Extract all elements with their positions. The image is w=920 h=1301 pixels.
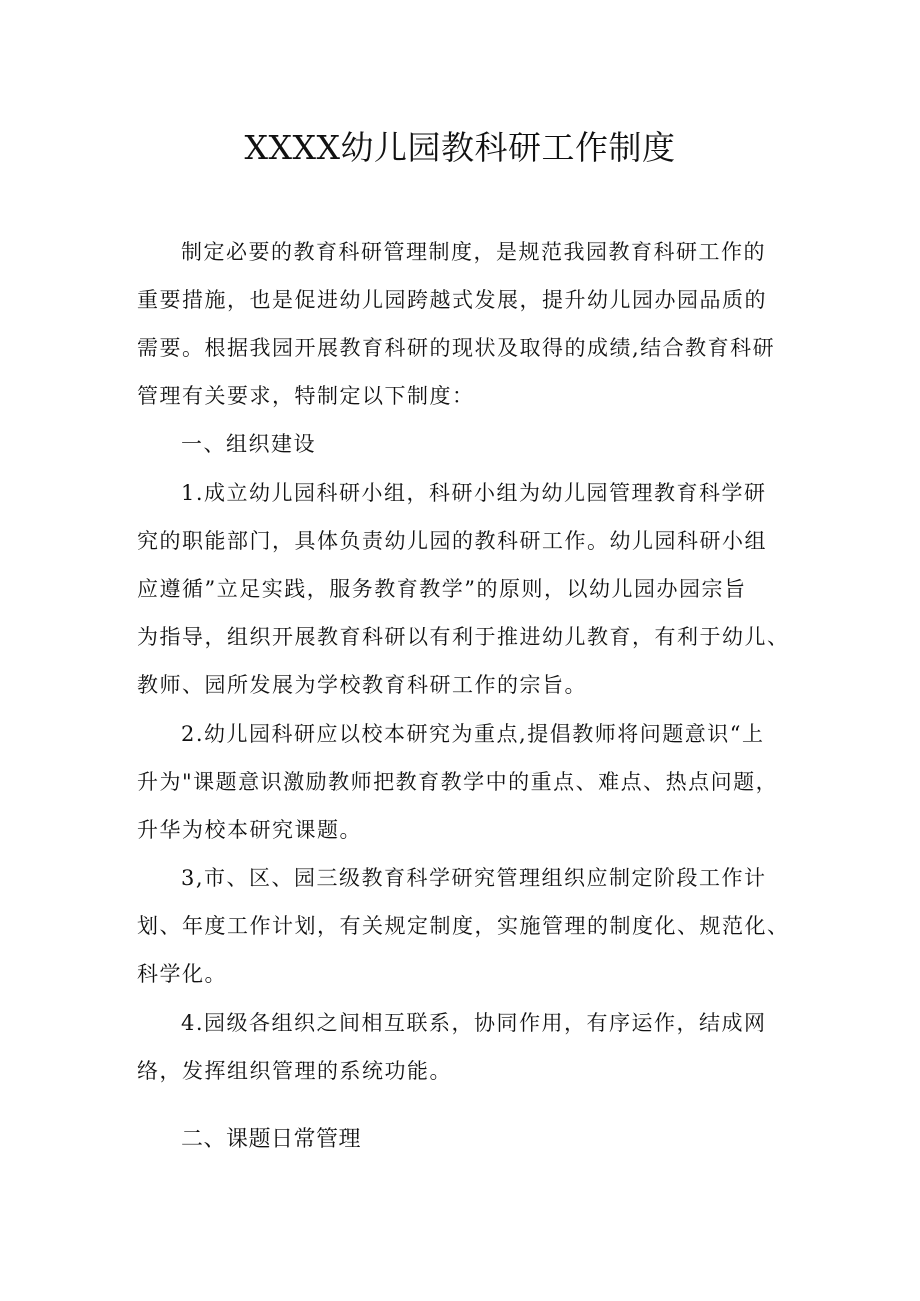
paragraph-line: 教师、园所发展为学校教育科研工作的宗旨。 [137, 673, 587, 697]
paragraph-line: 科学化。 [137, 962, 227, 986]
section-heading-2: 二、课题日常管理 [181, 1127, 362, 1152]
document-title: XXXX幼儿园教科研工作制度 [244, 128, 676, 167]
paragraph-line: 为指导，组织开展教育科研以有利于推进幼儿教育，有利于幼儿、 [137, 625, 790, 649]
paragraph-line: 络，发挥组织管理的系统功能。 [137, 1059, 452, 1083]
paragraph-line: 4.园级各组织之间相互联系，协同作用，有序运作，结成网 [181, 1011, 767, 1035]
document-body [137, 0, 793, 1301]
paragraph-line: 划、年度工作计划，有关规定制度，实施管理的制度化、规范化、 [137, 914, 790, 938]
paragraph-line: 究的职能部门，具体负责幼儿园的教科研工作。幼儿园科研小组 [137, 529, 767, 553]
paragraph-line: 1.成立幼儿园科研小组，科研小组为幼儿园管理教育科学研 [181, 481, 767, 505]
paragraph-line: 制定必要的教育科研管理制度，是规范我园教育科研工作的 [181, 240, 766, 264]
paragraph-line: 2.幼儿园科研应以校本研究为重点,提倡教师将问题意识“上 [181, 722, 765, 746]
paragraph-line: 升为"课题意识激励教师把教育教学中的重点、难点、热点问题， [137, 770, 779, 794]
paragraph-line: 3,市、区、园三级教育科学研究管理组织应制定阶段工作计 [181, 866, 767, 890]
paragraph-line: 重要措施，也是促进幼儿园跨越式发展，提升幼儿园办园品质的 [137, 288, 767, 312]
paragraph-line: 管理有关要求，特制定以下制度： [137, 384, 475, 408]
paragraph-line: 升华为校本研究课题。 [137, 818, 362, 842]
paragraph-line: 需要。根据我园开展教育科研的现状及取得的成绩,结合教育科研 [137, 336, 776, 360]
section-heading-1: 一、组织建设 [181, 432, 316, 456]
paragraph-line: 应遵循”立足实践，服务教育教学”的原则，以幼儿园办园宗旨 [137, 577, 747, 601]
